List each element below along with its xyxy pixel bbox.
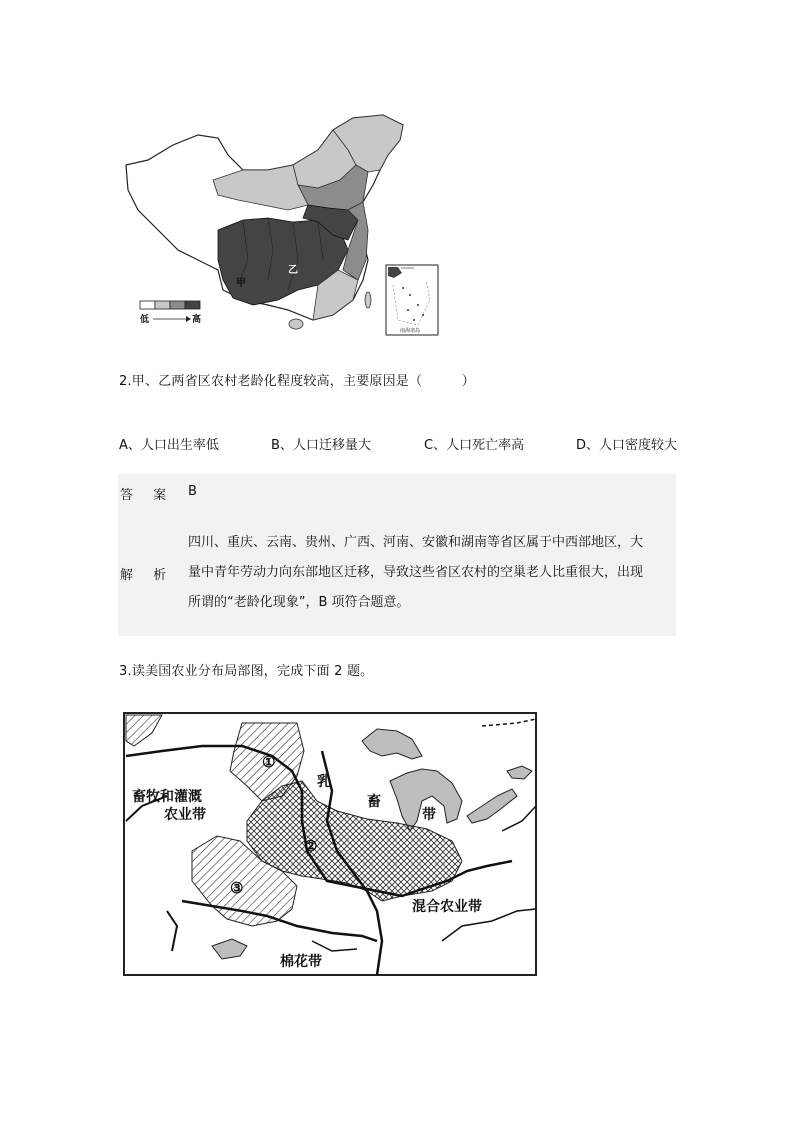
us-agriculture-map (122, 711, 538, 979)
legend-swatch-3 (170, 301, 185, 309)
label-ranching-2: 农业带 (164, 807, 206, 823)
label-dairy-1: 乳 (317, 774, 331, 790)
taiwan-island (365, 292, 371, 308)
label-mixed: 混合农业带 (412, 899, 482, 915)
label-jia: 甲 (236, 278, 246, 289)
analysis-text (188, 528, 676, 618)
question-3-stem: 3.读美国农业分布局部图，完成下面 2 题。 (119, 664, 374, 679)
legend-swatch-4 (185, 301, 200, 309)
south-china-sea-inset (386, 265, 438, 335)
legend-arrow-head (186, 316, 191, 322)
answer-analysis-box (118, 474, 676, 636)
label-dairy-3: 带 (422, 807, 436, 823)
legend-swatch-1 (140, 301, 155, 309)
option-d: D、人口密度较大 (576, 438, 678, 453)
analysis-line-3: 所谓的“老龄化现象”，B 项符合题意。 (188, 595, 410, 610)
analysis-label: 解 析 (120, 568, 175, 583)
label-cotton: 棉花带 (280, 954, 322, 970)
analysis-line-1: 四川、重庆、云南、贵州、广西、河南、安徽和湖南等省区属于中西部地区，大 (188, 535, 644, 550)
option-a: A、人口出生率低 (119, 438, 219, 453)
label-num-3: ③ (230, 879, 244, 897)
analysis-line-2: 量中青年劳动力向东部地区迁移，导致这些省区农村的空巢老人比重很大，出现 (188, 565, 644, 580)
hainan-island (289, 319, 303, 329)
label-num-2: ② (304, 837, 318, 855)
label-ranching-1: 畜牧和灌溉 (132, 789, 202, 805)
legend-low: 低 (140, 315, 150, 325)
label-num-1: ① (262, 753, 276, 771)
legend-high: 高 (192, 315, 202, 325)
map1-legend (140, 301, 201, 325)
inset-caption: 南海诸岛 (399, 328, 421, 334)
label-dairy-2: 畜 (367, 794, 381, 810)
answer-value: B (188, 484, 197, 499)
question-2-stem: 2.甲、乙两省区农村老龄化程度较高，主要原因是（ ） (119, 374, 476, 389)
option-b: B、人口迁移量大 (271, 438, 371, 453)
label-yi: 乙 (288, 265, 298, 276)
china-aging-map (118, 110, 448, 340)
option-c: C、人口死亡率高 (424, 438, 525, 453)
answer-label: 答 案 (120, 488, 175, 503)
legend-swatch-2 (155, 301, 170, 309)
